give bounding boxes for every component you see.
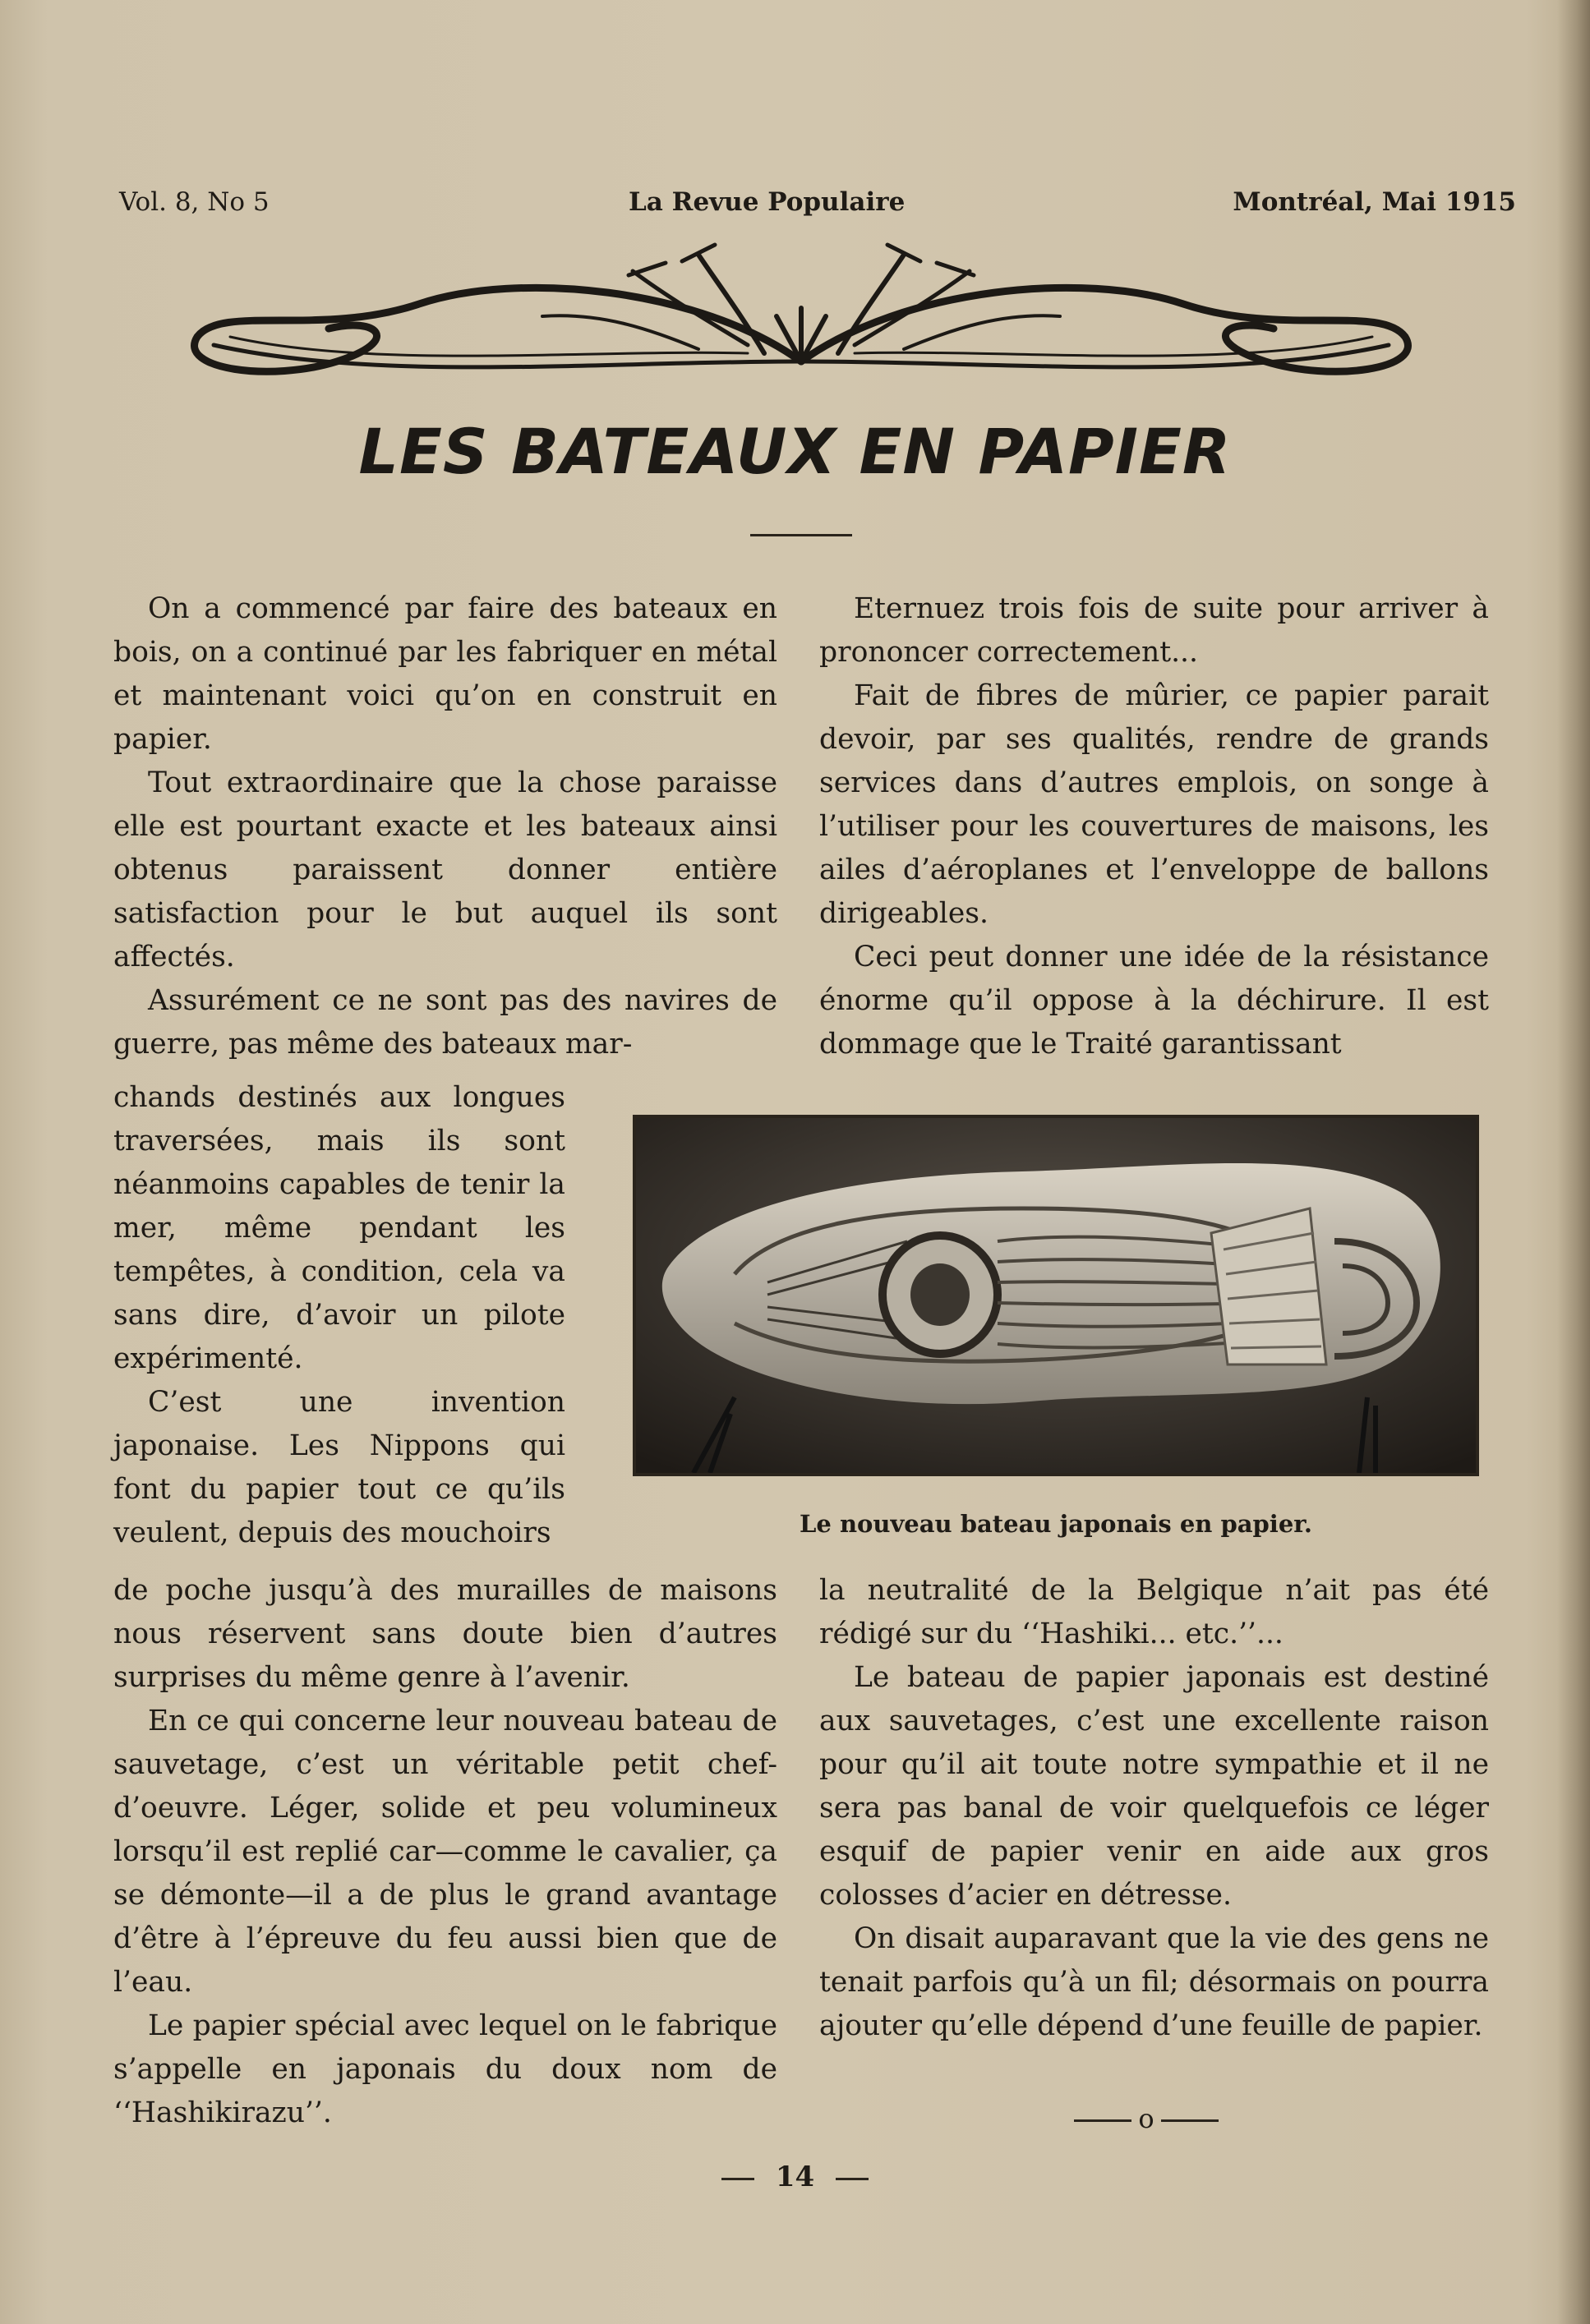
paragraph: En ce qui concerne leur nouveau bateau de sauvetage, c’est un véritable petit chef-d’oeuvre. Léger, solide et peu volumineux lorsqu’il est replié car—comme le cavalier, ça se démonte—il a de plus le grand avantage d’être à l’épreuve du feu aussi bien que de l’eau.	[113, 1705, 777, 1999]
boat-photograph	[633, 1115, 1479, 1476]
right-column-top	[819, 587, 1489, 1066]
paragraph: Eternuez trois fois de suite pour arriver à prononcer correctement...	[819, 592, 1489, 669]
decorative-flourish	[173, 238, 1430, 394]
volume-label: Vol. 8, No 5	[119, 187, 270, 217]
publication-name: La Revue Populaire	[629, 187, 906, 217]
page-number	[0, 2161, 1590, 2193]
running-header	[119, 187, 1516, 220]
right-column-bottom	[819, 1569, 1489, 2048]
title-rule	[750, 534, 852, 536]
paragraph: On a commencé par faire des bateaux en bois, on a continué par les fabriquer en métal et maintenant voici qu’on en construit en papier.	[113, 592, 777, 756]
paragraph: Le bateau de papier japonais est destiné aux sauvetages, c’est une excellente raison pour qu’il ait toute notre sympathie et il ne sera pas banal de voir quelquefois ce léger esquif de papier venir en aide aux gros colosses d’acier en détresse.	[819, 1661, 1489, 1912]
figure-caption: Le nouveau bateau japonais en papier.	[800, 1510, 1312, 1538]
place-date: Montréal, Mai 1915	[1233, 187, 1516, 217]
paragraph: On disait auparavant que la vie des gens ne tenait parfois qu’à un fil; désormais on pourra ajouter qu’elle dépend d’une feuille de papier.	[819, 1922, 1489, 2042]
folio-dash-left	[721, 2178, 754, 2180]
paragraph: Le papier spécial avec lequel on le fabrique s’appelle en japonais du doux nom de ‘‘Hashikirazu’’.	[113, 2009, 777, 2129]
end-mark-rule-left	[1074, 2119, 1131, 2122]
left-column-bottom	[113, 1569, 777, 2135]
left-column-narrow	[113, 1076, 565, 1555]
end-mark-rule-right	[1161, 2119, 1219, 2122]
paragraph: Fait de fibres de mûrier, ce papier parait devoir, par ses qualités, rendre de grands services dans d’autres emplois, on songe à l’utiliser pour les couvertures de maisons, les ailes d’aéroplanes et l’enveloppe de ballons dirigeables.	[819, 679, 1489, 930]
paragraph: chands destinés aux longues traversées, mais ils sont néanmoins capables de tenir la mer, même pendant les tempêtes, à condition, cela va sans dire, d’avoir un pilote expérimenté.	[113, 1081, 565, 1375]
left-column-top	[113, 587, 777, 1066]
paragraph: Tout extraordinaire que la chose paraisse elle est pourtant exacte et les bateaux ainsi obtenus paraissent donner entière satisfaction pour le but auquel ils sont affectés.	[113, 766, 777, 973]
paragraph: la neutralité de la Belgique n’ait pas été rédigé sur du ‘‘Hashiki... etc.’’...	[819, 1574, 1489, 1650]
paragraph: de poche jusqu’à des murailles de maisons nous réservent sans doute bien d’autres surprises du même genre à l’avenir.	[113, 1574, 777, 1694]
end-of-article-mark	[1060, 2103, 1233, 2134]
article-title: LES BATEAUX EN PAPIER	[358, 415, 1232, 488]
paragraph: C’est une invention japonaise. Les Nippons qui font du papier tout ce qu’ils veulent, depuis des mouchoirs	[113, 1386, 565, 1549]
folio-dash-right	[836, 2178, 869, 2180]
paragraph: Ceci peut donner une idée de la résistance énorme qu’il oppose à la déchirure. Il est dommage que le Traité garantissant	[819, 941, 1489, 1061]
paragraph: Assurément ce ne sont pas des navires de guerre, pas même des bateaux mar-	[113, 984, 777, 1061]
page-edge-shadow	[1557, 0, 1590, 2324]
end-mark-glyph: o	[1138, 2103, 1154, 2134]
page-number-text: 14	[775, 2161, 815, 2193]
